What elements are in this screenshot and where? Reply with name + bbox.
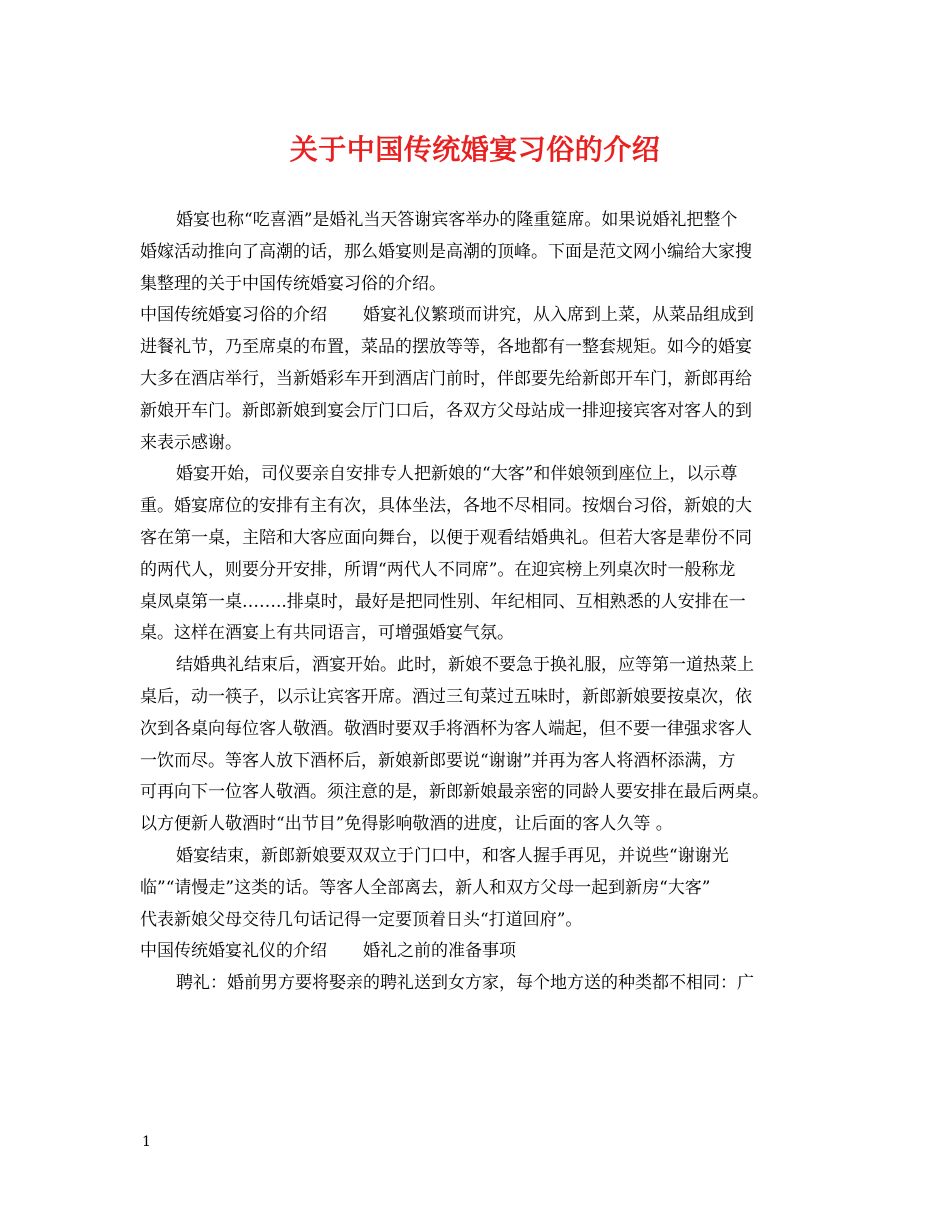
text-line xyxy=(140,205,820,237)
line-text: 大多在酒店举行，当新婚彩车开到酒店门前时，伴郎要先给新郎开车门，新郎再给 xyxy=(140,368,752,389)
text-line xyxy=(140,682,820,714)
text-line xyxy=(140,491,820,523)
line-text: 进餐礼节，乃至席桌的布置，菜品的摆放等等，各地都有一整套规矩。如今的婚宴 xyxy=(140,337,752,358)
text-line xyxy=(140,364,820,396)
section-heading: 中国传统婚宴礼仪的介绍 xyxy=(140,941,327,962)
text-line xyxy=(140,777,820,809)
line-text: 婚宴结束，新郎新娘要双双立于门口中，和客人握手再见，并说些“谢谢光 xyxy=(176,845,729,866)
text-line xyxy=(140,332,820,364)
line-text: 新娘开车门。新郎新娘到宴会厅门口后，各双方父母站成一排迎接宾客对客人的到 xyxy=(140,400,752,421)
line-text: 重。婚宴席位的安排有主有次，具体坐法，各地不尽相同。按烟台习俗，新娘的大 xyxy=(140,496,752,517)
line-text: 客在第一桌，主陪和大客应面向舞台，以便于观看结婚典礼。但若大客是辈份不同 xyxy=(140,527,752,548)
text-line xyxy=(140,714,820,746)
text-line xyxy=(140,587,820,619)
text-line xyxy=(140,396,820,428)
line-text: 桌后，动一筷子，以示让宾客开席。酒过三旬菜过五味时，新郎新娘要按桌次，依 xyxy=(140,686,752,707)
text-line xyxy=(140,809,820,841)
line-text: 婚嫁活动推向了高潮的话，那么婚宴则是高潮的顶峰。下面是范文网小编给大家搜 xyxy=(140,241,752,262)
text-line xyxy=(140,905,820,937)
line-text: 聘礼：婚前男方要将娶亲的聘礼送到女方家，每个地方送的种类都不相同：广 xyxy=(176,973,754,994)
page-number: 1 xyxy=(142,1134,151,1150)
text-line xyxy=(140,269,820,301)
line-text: 的两代人，则要分开安排，所谓“两代人不同席”。在迎宾榜上列桌次时一般称龙 xyxy=(140,559,736,580)
line-text: 来表示感谢。 xyxy=(140,432,242,453)
line-text: 婚宴礼仪繁琐而讲究，从入席到上菜，从菜品组成到 xyxy=(363,305,754,326)
line-text: 桌凤桌第一桌……..排桌时，最好是把同性别、年纪相同、互相熟悉的人安排在一 xyxy=(140,591,746,612)
line-text: 一饮而尽。等客人放下酒杯后，新娘新郎要说“谢谢”并再为客人将酒杯添满，方 xyxy=(140,750,736,771)
section-heading: 中国传统婚宴习俗的介绍 xyxy=(140,305,327,326)
line-text: 以方便新人敬酒时“出节目”免得影响敬酒的进度，让后面的客人久等 。 xyxy=(140,814,673,835)
line-text: 可再向下一位客人敬酒。须注意的是，新郎新娘最亲密的同龄人要安排在最后两桌。 xyxy=(140,782,769,803)
line-text: 婚宴也称“吃喜酒”是婚礼当天答谢宾客举办的隆重筵席。如果说婚礼把整个 xyxy=(176,210,738,230)
line-text: 集整理的关于中国传统婚宴习俗的介绍。 xyxy=(140,273,446,294)
line-text: 次到各桌向每位客人敬酒。敬酒时要双手将酒杯为客人端起，但不要一律强求客人 xyxy=(140,718,752,739)
document-body xyxy=(140,205,820,1000)
line-text: 桌。这样在酒宴上有共同语言，可增强婚宴气氛。 xyxy=(140,623,514,644)
text-line xyxy=(140,650,820,682)
text-line xyxy=(140,968,820,1000)
line-text: 婚礼之前的准备事项 xyxy=(363,941,516,962)
text-line xyxy=(140,873,820,905)
document-title: 关于中国传统婚宴习俗的介绍 xyxy=(289,133,661,166)
text-line xyxy=(140,936,820,968)
text-line xyxy=(140,555,820,587)
text-line xyxy=(140,618,820,650)
text-line xyxy=(140,746,820,778)
text-line xyxy=(140,237,820,269)
text-line xyxy=(140,523,820,555)
text-line xyxy=(140,300,820,332)
line-text: 临”“请慢走”这类的话。等客人全部离去，新人和双方父母一起到新房“大客” xyxy=(140,877,711,898)
line-text: 代表新娘父母交待几句话记得一定要顶着日头“打道回府”。 xyxy=(140,909,583,930)
text-line xyxy=(140,841,820,873)
line-text: 结婚典礼结束后，酒宴开始。此时，新娘不要急于换礼服，应等第一道热菜上 xyxy=(176,655,754,676)
line-text: 婚宴开始，司仪要亲自安排专人把新娘的“大客”和伴娘领到座位上，以示尊 xyxy=(176,464,738,485)
text-line xyxy=(140,428,820,460)
text-line xyxy=(140,459,820,491)
